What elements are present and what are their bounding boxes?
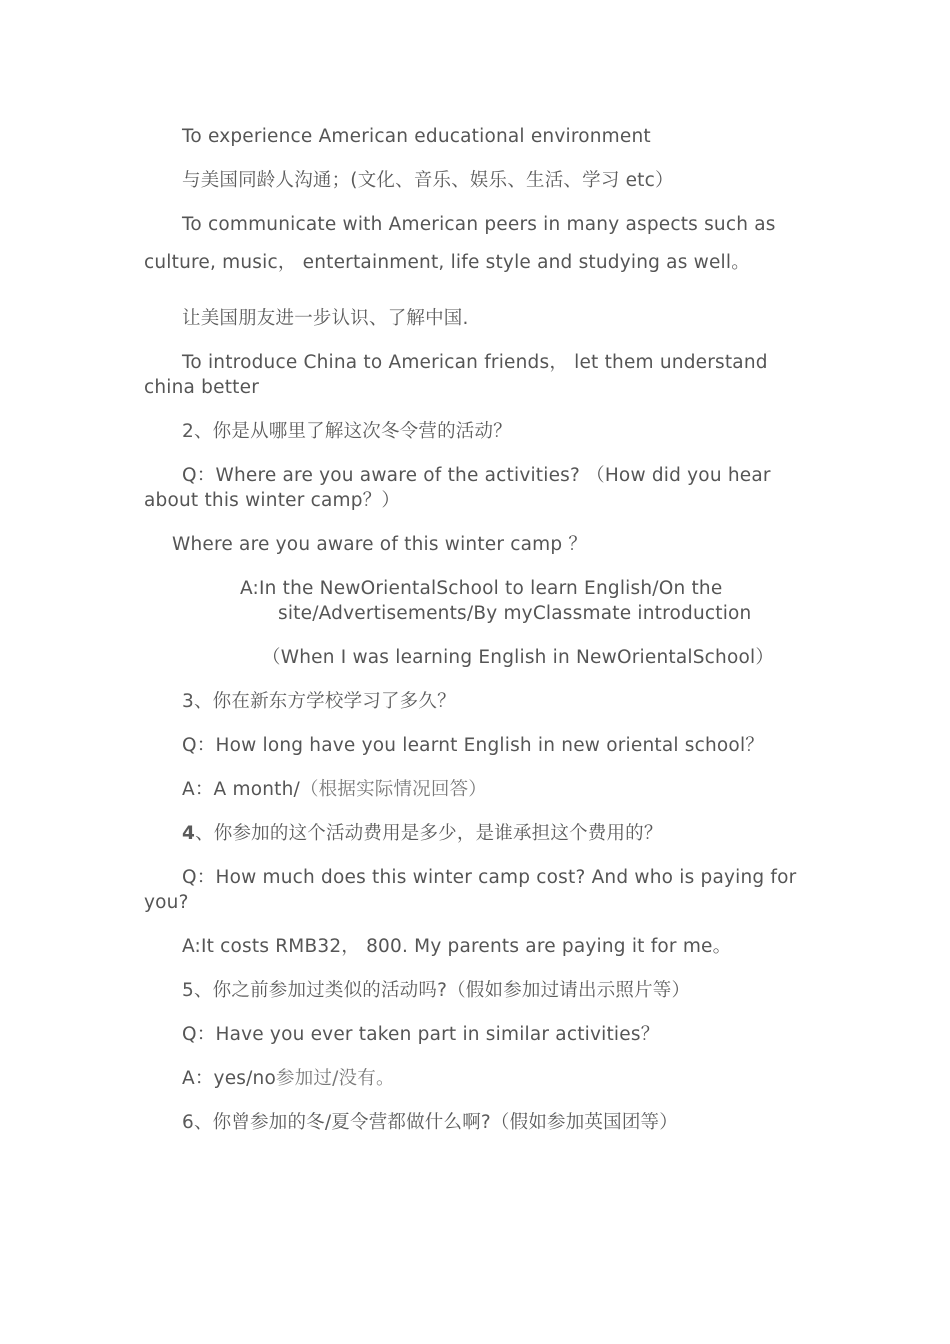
answer-yes-no: A：yes/no	[182, 1068, 277, 1089]
text-line-21: A:It costs RMB32， 800. My parents are paying it for me。	[182, 936, 732, 957]
text-line-19: Q：How much does this winter camp cost? And who is paying for	[182, 867, 797, 888]
text-line-4: culture, music， entertainment, life style and studying as well。	[144, 252, 750, 273]
text-line-5: 让美国朋友进一步认识、了解中国.	[182, 308, 469, 329]
answer-note: （根据实际情况回答）	[299, 779, 487, 800]
text-line-10: about this winter camp？）	[144, 490, 401, 511]
text-line-24	[182, 1066, 395, 1091]
text-line-13: site/Advertisements/By myClassmate introduction	[278, 603, 752, 624]
question-4-number: 4	[182, 823, 196, 844]
text-line-20: you?	[144, 892, 189, 913]
text-line-14: （When I was learning English in NewOrientalSchool）	[262, 647, 775, 668]
text-line-9: Q：Where are you aware of the activities? （How did you hear	[182, 465, 771, 486]
text-line-11: Where are you aware of this winter camp ？	[172, 534, 588, 555]
text-line-12: A:In the NewOrientalSchool to learn English/On the	[240, 578, 723, 599]
text-line-7: china better	[144, 377, 259, 398]
question-3-heading: 3、你在新东方学校学习了多久？	[182, 691, 456, 712]
question-2-heading: 2、你是从哪里了解这次冬令营的活动？	[182, 421, 512, 442]
text-line-1: To experience American educational environment	[182, 126, 651, 147]
question-4-heading	[182, 821, 663, 846]
answer-yes-no-zh: 参加过/没有。	[276, 1068, 395, 1089]
question-6-heading: 6、你曾参加的冬/夏令营都做什么啊?（假如参加英国团等）	[182, 1112, 678, 1133]
text-line-3: To communicate with American peers in many aspects such as	[182, 214, 776, 235]
text-line-23: Q：Have you ever taken part in similar activities？	[182, 1024, 660, 1045]
text-line-6: To introduce China to American friends， let them understand	[182, 352, 768, 373]
answer-month: A：A month/	[182, 779, 300, 800]
question-4-text: 、你参加的这个活动费用是多少，是谁承担这个费用的？	[195, 823, 663, 844]
text-line-17	[182, 777, 487, 802]
text-line-2: 与美国同龄人沟通；(文化、音乐、娱乐、生活、学习 etc）	[182, 170, 674, 191]
text-line-16: Q：How long have you learnt English in new oriental school？	[182, 735, 764, 756]
question-5-heading: 5、你之前参加过类似的活动吗?（假如参加过请出示照片等）	[182, 980, 691, 1001]
